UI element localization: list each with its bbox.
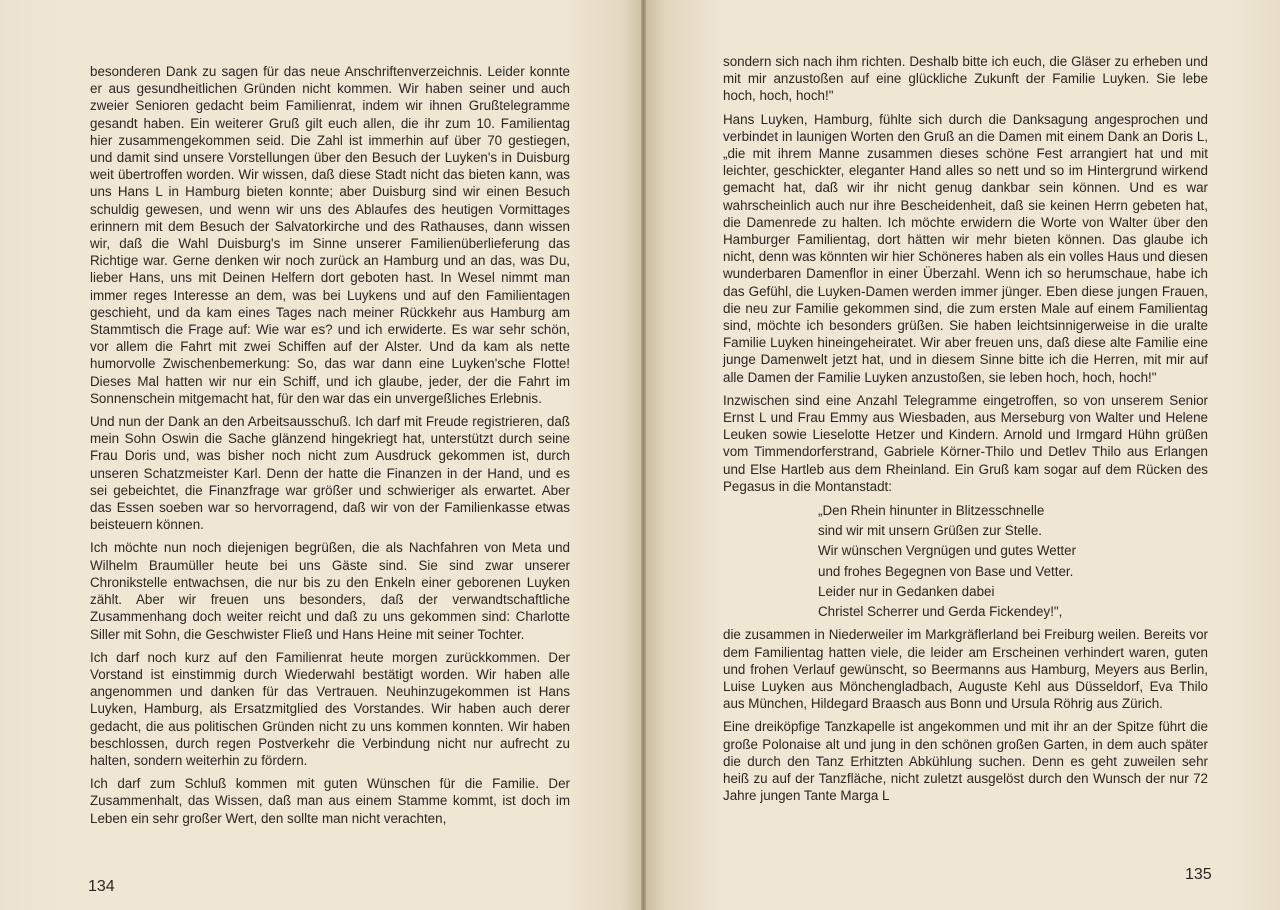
poem-line: und frohes Begegnen von Base und Vetter.	[818, 563, 1074, 579]
right-paragraph: Hans Luyken, Hamburg, fühlte sich durch die Danksagung angesprochen und verbindet in launigen Worten den Gruß an die Damen mit einem Dank an Doris L, „die mit ihrem Manne zusammen dieses schöne Fest arrangiert hat und mit leichter, geschickter, eleganter Hand alles so nett und so im Hintergrund wirkend gemacht hat, daß wir ihr nicht genug dankbar sein können. Und es war wahrscheinlich auch nur ihre Bescheidenheit, daß sie keinen Herrn gebeten hat, die Damenrede zu halten. Ich möchte erwidern die Worte von Walter über den Hamburger Familientag, dort hätten wir mehr bieten können. Das glaube ich nicht, denn was könnten wir hier Schöneres haben als ein volles Haus und diesen wunderbaren Damenflor in einer Überzahl. Wenn ich so herumschaue, habe ich das Gefühl, die Luyken-Damen werden immer jünger. Eben diese jungen Frauen, die neu zur Familie gekommen sind, die zum ersten Male auf einem Familientag sind, möchte ich besonders grüßen. Sie haben leichtsinnigerweise in die uralte Familie Luyken hineingeheiratet. Wir aber freuen uns, daß diese alte Familie eine junge Damenwelt jetzt hat, und in diesem Sinne bitte ich die Herren, mit mir auf alle Damen der Familie Luyken anzustoßen, sie leben hoch, hoch, hoch!"	[723, 111, 1208, 385]
poem-line: Wir wünschen Vergnügen und gutes Wetter	[818, 543, 1077, 559]
poem-line: sind wir mit unsern Grüßen zur Stelle.	[818, 523, 1042, 539]
right-paragraph: sondern sich nach ihm richten. Deshalb bitte ich euch, die Gläser zu erheben und mit mir anzustoßen auf eine glückliche Zukunft der Familie Luyken. Sie lebe hoch, hoch, hoch!"	[723, 54, 1208, 104]
left-paragraph: besonderen Dank zu sagen für das neue Anschriftenverzeichnis. Leider konnte er aus gesundheitlichen Gründen nicht kommen. Wir haben seiner und auch zweier Senioren gedacht beim Familienrat, indem wir ihnen Grußtelegramme gesandt haben. Ein weiterer Gruß gilt euch allen, die ihr zum 10. Familientag hier zusammengekommen seid. Die Zahl ist immerhin auf über 70 gestiegen, und damit sind unsere Vorstellungen über den Besuch der Luyken's in Duisburg weit übertroffen worden. Wir wissen, daß diese Stadt nicht das bieten kann, was uns Hans L in Hamburg bieten konnte; aber Duisburg sind wir einen Besuch schuldig gewesen, und wenn wir uns des Ablaufes des heutigen Vormittages erinnern mit dem Besuch der Salvatorkirche und des Rathauses, dann wissen wir, daß die Wahl Duisburg's im Sinne unserer Familienüberlieferung das Richtige war. Gerne denken wir noch zurück an Hamburg und an das, was Du, lieber Hans, uns mit Deinen Helfern dort geboten hast. In Wesel nimmt man immer reges Interesse an dem, was bei Luykens und auf den Familientagen geschieht, und da kam eines Tages nach meiner Rückkehr aus Hamburg am Stammtisch die Frage auf: Wie war es? und ich erwiderte. Es war sehr schön, vor allem die Fahrt mit zwei Schiffen auf der Alster. Und da kam als nette humorvolle Zwischenbemerkung: So, das war dann eine Luyken'sche Flotte! Dieses Mal hatten wir nur ein Schiff, und ich glaube, jeder, der die Fahrt im Sonnenschein mitgemacht hat, für den war das ein unvergeßliches Erlebnis.	[90, 64, 570, 406]
poem-line: Christel Scherrer und Gerda Fickendey!",	[818, 604, 1063, 620]
right-paragraph: Eine dreiköpfige Tanzkapelle ist angekommen und mit ihr an der Spitze führt die große Polonaise alt und jung in den schönen großen Garten, in dem auch später die durch den Tanz Erhitzten Abkühlung suchen. Denn es geht zuweilen sehr heiß zu auf der Tanzfläche, nicht zuletzt ausgelöst durch den Wunsch der nur 72 Jahre jungen Tante Marga L	[723, 719, 1208, 804]
left-paragraph: Ich möchte nun noch diejenigen begrüßen, die als Nachfahren von Meta und Wilhelm Braumüller heute bei uns Gäste sind. Sie sind zwar unserer Chronikstelle entwachsen, die nur bis zu den Enkeln einer geborenen Luyken zählt. Aber wir freuen uns besonders, daß der verwandtschaftliche Zusammenhang doch weiter reicht und daß zu uns gekommen sind: Charlotte Siller mit Sohn, die Geschwister Fließ und Hans Heine mit seiner Tochter.	[90, 540, 570, 642]
left-paragraph: Ich darf zum Schluß kommen mit guten Wünschen für die Familie. Der Zusammenhalt, das Wissen, daß man aus einem Stamme kommt, ist doch im Leben ein sehr großer Wert, den sollte man nicht verachten,	[90, 776, 570, 826]
page-number-left: 134	[88, 878, 115, 895]
left-paragraph: Ich darf noch kurz auf den Familienrat heute morgen zurückkommen. Der Vorstand ist einstimmig durch Wiederwahl bestätigt worden. Wir haben alle angenommen und danken für das Vertrauen. Neuhinzugekommen ist Hans Luyken, Hamburg, als Ersatzmitglied des Vorstandes. Wir haben auch derer gedacht, die aus politischen Gründen nicht zu uns kommen konnten. Wir haben beschlossen, durch regen Postverkehr die Verbindung nicht nur aufrecht zu halten, sondern weiterhin zu fördern.	[90, 649, 570, 768]
poem-line: Leider nur in Gedanken dabei	[818, 583, 995, 599]
right-page-text	[723, 53, 1208, 810]
poem-line: „Den Rhein hinunter in Blitzesschnelle	[818, 503, 1045, 519]
page-number-right: 135	[1185, 866, 1212, 883]
right-paragraph: Inzwischen sind eine Anzahl Telegramme eingetroffen, so von unserem Senior Ernst L und Frau Emmy aus Wiesbaden, aus Merseburg von Walter und Helene Leuken sowie Lieselotte Hetzer und Kindern. Arnold und Irmgard Hühn grüßen vom Timmendorferstrand, Gabriele Körner-Thilo und Detlev Thilo aus Erlangen und Else Hartleb aus dem Rheinland. Ein Gruß kam sogar auf dem Rücken des Pegasus in die Montanstadt:	[723, 392, 1208, 494]
left-page-text	[90, 63, 570, 833]
telegram-poem	[818, 501, 1208, 622]
left-paragraph: Und nun der Dank an den Arbeitsausschuß. Ich darf mit Freude registrieren, daß mein Sohn Oswin die Sache glänzend hingekriegt hat, unterstützt durch seine Frau Doris und, was bisher noch nicht zum Ausdruck gekommen ist, durch unseren Schatzmeister Karl. Denn der hatte die Finanzen in der Hand, und es sei gebeichtet, die Finanzfrage war größer und schwieriger als erwartet. Aber das Essen soeben war so hervorragend, daß wir von der Familienkasse etwas beisteuern können.	[90, 414, 570, 533]
right-paragraph: die zusammen in Niederweiler im Markgräflerland bei Freiburg weilen. Bereits vor dem Familientag hatten viele, die leider am Erscheinen verhindert waren, guten und frohen Verlauf gewünscht, so Beermanns aus Hamburg, Meyers aus Berlin, Luise Luyken aus Mönchengladbach, Auguste Kehl aus Düsseldorf, Eva Thilo aus München, Hildegard Braasch aus Bonn und Ursula Röhrig aus Zürich.	[723, 627, 1208, 712]
